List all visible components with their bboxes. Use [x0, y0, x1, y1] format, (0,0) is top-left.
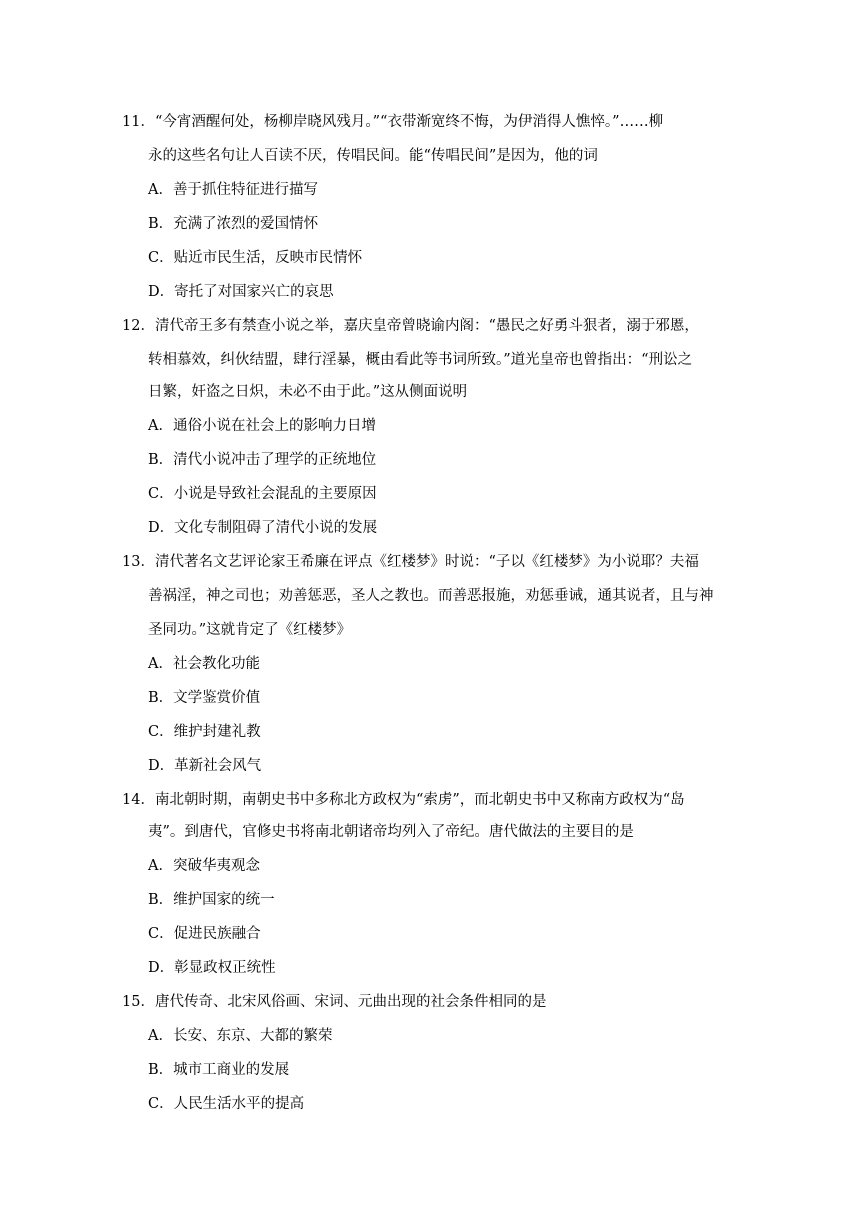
- question-11-stem-line-1: 11．“今宵酒醒何处，杨柳岸晓风残月。”“衣带渐宽终不悔，为伊消得人憔悴。”……柳: [122, 114, 664, 130]
- question-14-stem-line-2: 夷”。到唐代，官修史书将南北朝诸帝均列入了帝纪。唐代做法的主要目的是: [148, 824, 634, 840]
- question-11-option-d: D．寄托了对国家兴亡的哀思: [148, 284, 334, 300]
- question-12-option-c: C．小说是导致社会混乱的主要原因: [148, 486, 377, 502]
- question-14-option-d: D．彰显政权正统性: [148, 960, 276, 976]
- question-11-stem-line-2: 永的这些名句让人百读不厌，传唱民间。能“传唱民间”是因为，他的词: [148, 148, 598, 164]
- question-12-option-d: D．文化专制阻碍了清代小说的发展: [148, 520, 378, 536]
- question-15-option-b: B．城市工商业的发展: [148, 1062, 290, 1078]
- question-11-option-b: B．充满了浓烈的爱国情怀: [148, 216, 319, 232]
- question-13-stem-line-1: 13．清代著名文艺评论家王希廉在评点《红楼梦》时说：“子以《红楼梦》为小说耶？夫福: [122, 554, 699, 570]
- question-12-stem-line-3: 日繁，奸盗之日炽，未必不由于此。”这从侧面说明: [148, 384, 468, 400]
- question-13-stem-line-2: 善祸淫，神之司也；劝善惩恶，圣人之教也。而善恶报施，劝惩垂诫，通其说者，且与神: [148, 588, 714, 604]
- question-13-option-b: B．文学鉴赏价值: [148, 690, 261, 706]
- question-14-stem-line-1: 14．南北朝时期，南朝史书中多称北方政权为“索虏”，而北朝史书中又称南方政权为“岛: [122, 792, 685, 808]
- question-12-stem-line-1: 12．清代帝王多有禁查小说之举，嘉庆皇帝曾晓谕内阁：“愚民之好勇斗狠者，溺于邪慝，: [122, 318, 699, 334]
- question-13-option-a: A．社会教化功能: [148, 656, 260, 672]
- question-12-stem-line-2: 转相慕效，纠伙结盟，肆行淫暴，概由看此等书词所致。”道光皇帝也曾指出：“刑讼之: [148, 352, 693, 368]
- question-14-option-c: C．促进民族融合: [148, 926, 261, 942]
- question-14-option-a: A．突破华夷观念: [148, 858, 260, 874]
- question-13-option-c: C．维护封建礼教: [148, 724, 261, 740]
- question-13-option-d: D．革新社会风气: [148, 758, 262, 774]
- question-11-option-c: C．贴近市民生活，反映市民情怀: [148, 250, 363, 266]
- question-11-option-a: A．善于抓住特征进行描写: [148, 182, 318, 198]
- question-15-stem-line-1: 15．唐代传奇、北宋风俗画、宋词、元曲出现的社会条件相同的是: [122, 994, 547, 1010]
- question-12-option-b: B．清代小说冲击了理学的正统地位: [148, 452, 377, 468]
- question-12-option-a: A．通俗小说在社会上的影响力日增: [148, 418, 376, 434]
- question-13-stem-line-3: 圣同功。”这就肯定了《红楼梦》: [148, 622, 352, 638]
- question-14-option-b: B．维护国家的统一: [148, 892, 275, 908]
- question-15-option-c: C．人民生活水平的提高: [148, 1096, 305, 1112]
- question-15-option-a: A．长安、东京、大都的繁荣: [148, 1028, 333, 1044]
